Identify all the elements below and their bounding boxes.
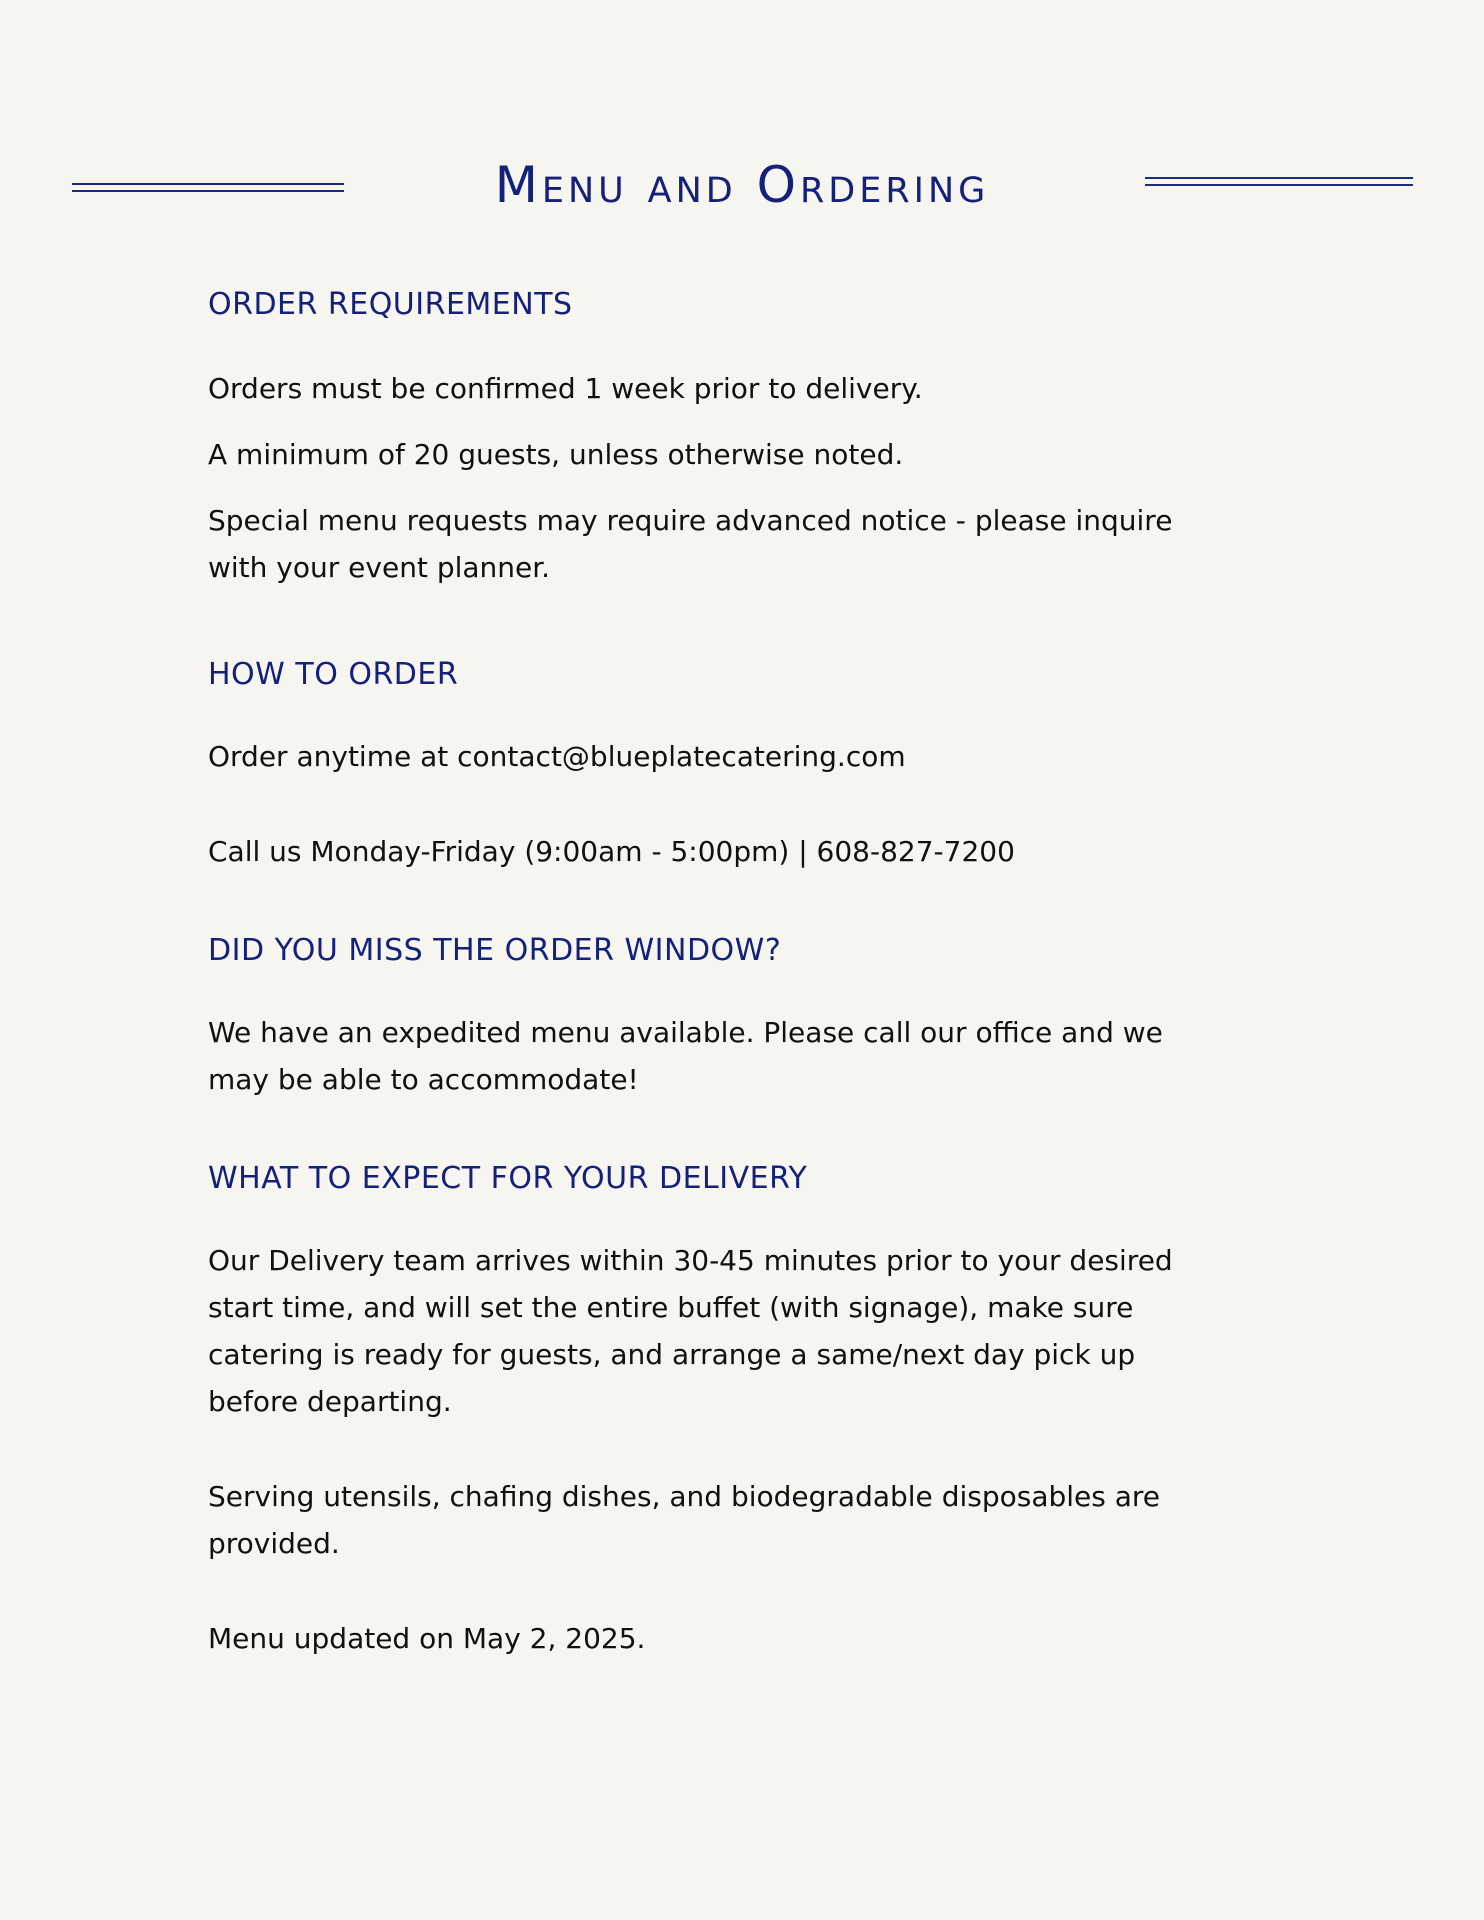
section-heading-how-to-order: HOW TO ORDER (208, 657, 459, 692)
order-requirement-special: Special menu requests may require advanced notice - please inquire with your event planner. (208, 504, 1173, 584)
section-heading-missed-window: DID YOU MISS THE ORDER WINDOW? (208, 933, 782, 968)
content-body (208, 285, 1228, 1662)
how-to-order-email: Order anytime at contact@blueplatecatering.com (208, 740, 906, 773)
page-title: Menu and Ordering (494, 156, 990, 214)
missed-window-text: We have an expedited menu available. Please call our office and we may be able to accommodate! (208, 1016, 1163, 1096)
delivery-provided-items: Serving utensils, chafing dishes, and biodegradable disposables are provided. (208, 1480, 1161, 1560)
section-heading-delivery: WHAT TO EXPECT FOR YOUR DELIVERY (208, 1161, 808, 1196)
order-requirement-minimum: A minimum of 20 guests, unless otherwise noted. (208, 438, 904, 471)
order-requirement-confirm: Orders must be confirmed 1 week prior to delivery. (208, 372, 923, 405)
title-rule-right (1145, 177, 1413, 186)
section-heading-order-requirements: ORDER REQUIREMENTS (208, 287, 573, 322)
menu-updated-note: Menu updated on May 2, 2025. (208, 1622, 646, 1655)
delivery-description: Our Delivery team arrives within 30-45 minutes prior to your desired start time, and will set the entire buffet (with signage), make sure catering is ready for guests, and arrange a same/next day pick up before departing. (208, 1244, 1173, 1418)
how-to-order-phone: Call us Monday-Friday (9:00am - 5:00pm) | 608-827-7200 (208, 835, 1015, 868)
